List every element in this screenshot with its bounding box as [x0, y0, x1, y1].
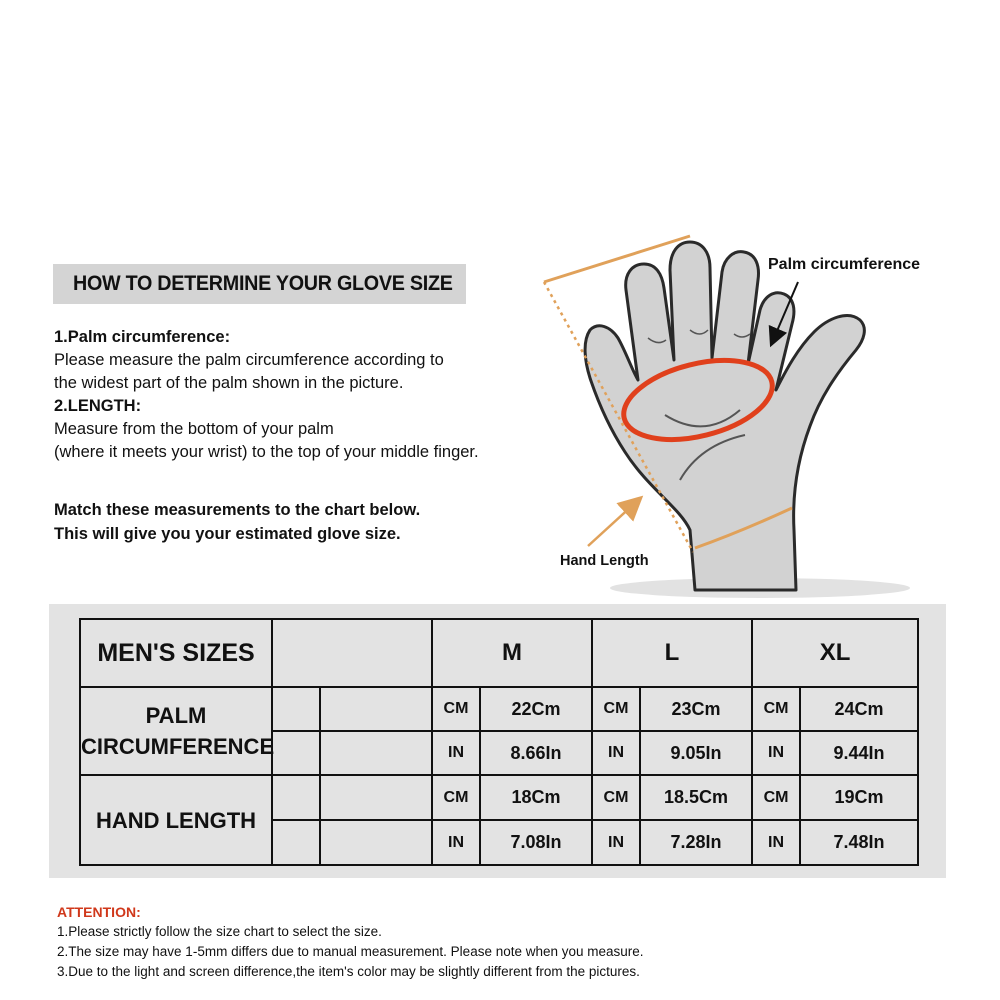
palm-instruction-line-2: the widest part of the palm shown in the picture. — [54, 374, 404, 392]
empty-cell — [272, 731, 320, 775]
empty-cell — [272, 775, 320, 820]
instructions — [54, 326, 534, 464]
hand-illustration — [530, 230, 970, 600]
page-title: HOW TO DETERMINE YOUR GLOVE SIZE — [73, 272, 453, 295]
empty-cell — [320, 820, 432, 865]
size-l-header: L — [592, 619, 752, 687]
hand-length-arrow-icon — [588, 504, 634, 546]
hand-diagram — [530, 230, 970, 600]
value-cell: 7.48In — [800, 820, 918, 865]
size-chart-table — [79, 618, 919, 866]
hand-length-label: Hand Length — [560, 553, 649, 569]
value-cell: 19Cm — [800, 775, 918, 820]
empty-cell — [320, 775, 432, 820]
palm-circumference-label: Palm circumference — [768, 256, 921, 273]
unit-cell: IN — [752, 820, 800, 865]
size-m-header: M — [432, 619, 592, 687]
attention-notes — [57, 902, 644, 982]
value-cell: 9.05In — [640, 731, 752, 775]
value-cell: 18.5Cm — [640, 775, 752, 820]
size-xl-header: XL — [752, 619, 918, 687]
unit-cell: CM — [432, 775, 480, 820]
length-instruction-line-1: Measure from the bottom of your palm — [54, 420, 334, 438]
value-cell: 8.66In — [480, 731, 592, 775]
palm-instruction-title: 1.Palm circumference: — [54, 328, 231, 346]
value-cell: 24Cm — [800, 687, 918, 731]
unit-cell: IN — [432, 731, 480, 775]
unit-cell: IN — [752, 731, 800, 775]
heading-bar — [53, 264, 466, 304]
palm-instruction-line-1: Please measure the palm circumference according to — [54, 351, 444, 369]
unit-cell: CM — [432, 687, 480, 731]
attention-line-3: 3.Due to the light and screen difference,the item's color may be slightly different from the pictures. — [57, 964, 640, 979]
value-cell: 23Cm — [640, 687, 752, 731]
value-cell: 9.44In — [800, 731, 918, 775]
match-note-line-1: Match these measurements to the chart below. — [54, 501, 421, 519]
unit-cell: CM — [592, 775, 640, 820]
value-cell: 22Cm — [480, 687, 592, 731]
palm-circumference-row-header — [80, 687, 275, 775]
hand-length-row-header: HAND LENGTH — [80, 775, 272, 865]
unit-cell: CM — [752, 687, 800, 731]
top-length-line-shape — [544, 236, 690, 282]
match-note-line-2: This will give you your estimated glove size. — [54, 525, 401, 543]
attention-line-2: 2.The size may have 1-5mm differs due to manual measurement. Please note when you measure. — [57, 944, 644, 959]
empty-cell — [320, 731, 432, 775]
match-note — [54, 498, 420, 546]
attention-title: ATTENTION: — [57, 904, 141, 920]
unit-cell: CM — [592, 687, 640, 731]
length-instruction-line-2: (where it meets your wrist) to the top of your middle finger. — [54, 443, 479, 461]
table-row — [80, 775, 918, 820]
unit-cell: IN — [432, 820, 480, 865]
value-cell: 7.08In — [480, 820, 592, 865]
table-header-row — [80, 619, 918, 687]
empty-header-cell — [272, 619, 432, 687]
unit-cell: CM — [752, 775, 800, 820]
value-cell: 18Cm — [480, 775, 592, 820]
empty-cell — [272, 820, 320, 865]
empty-cell — [272, 687, 320, 731]
palm-row-header-line-1: PALM — [145, 703, 207, 728]
palm-row-header-line-2: CIRCUMFERENCE — [81, 734, 275, 759]
attention-line-1: 1.Please strictly follow the size chart to select the size. — [57, 924, 382, 939]
unit-cell: IN — [592, 820, 640, 865]
value-cell: 7.28In — [640, 820, 752, 865]
mens-sizes-header: MEN'S SIZES — [80, 619, 272, 687]
empty-cell — [320, 687, 432, 731]
length-instruction-title: 2.LENGTH: — [54, 397, 142, 415]
unit-cell: IN — [592, 731, 640, 775]
table-row — [80, 687, 918, 731]
